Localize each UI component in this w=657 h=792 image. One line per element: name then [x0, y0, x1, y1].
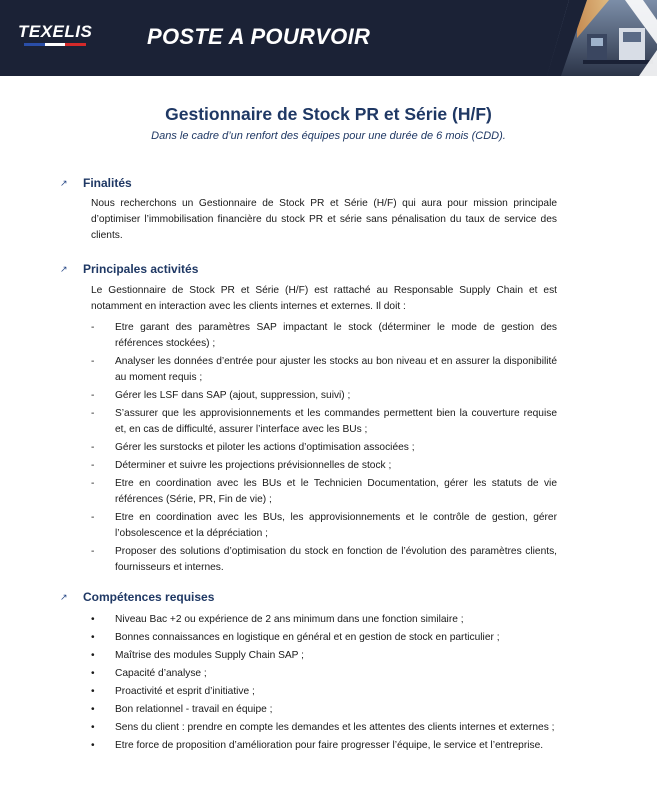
dash-marker: - [91, 408, 95, 419]
list-item: - Etre en coordination avec les BUs et le Technicien Documentation, gérer les statuts de vie références (Série, PR, Fin de vie) ; [91, 476, 557, 508]
bullet-marker: • [91, 614, 95, 625]
company-logo: TEXELIS [18, 22, 93, 41]
banner-title: POSTE A POURVOIR [147, 24, 371, 49]
logo-flag-stripe [24, 43, 86, 46]
section-arrow-icon: ↗ [60, 591, 68, 602]
list-item: • Proactivité et esprit d’initiative ; [91, 684, 557, 700]
section-arrow-icon: ↗ [60, 263, 68, 274]
bullet-marker: • [91, 650, 95, 661]
section-competences-label: Compétences requises [83, 590, 215, 604]
dash-marker: - [91, 460, 95, 471]
list-item: • Maîtrise des modules Supply Chain SAP ; [91, 648, 557, 664]
flag-white-stripe [45, 43, 66, 46]
bullet-marker: • [91, 704, 95, 715]
bullet-marker: • [91, 686, 95, 697]
header-banner [0, 0, 657, 76]
list-item: • Bonnes connaissances en logistique en général et en gestion de stock en particulier ; [91, 630, 557, 646]
list-item: • Etre force de proposition d’amélioration pour faire progresser l’équipe, le service et l’entreprise. [91, 738, 557, 754]
section-finalites-heading [60, 176, 132, 190]
dash-marker: - [91, 478, 95, 489]
list-item: - Gérer les surstocks et piloter les actions d’optimisation associées ; [91, 440, 557, 456]
bullet-marker: • [91, 668, 95, 679]
section-finalites-label: Finalités [83, 176, 132, 190]
dash-marker: - [91, 546, 95, 557]
list-item: - S’assurer que les approvisionnements et les commandes permettent bien la couverture requise et, en cas de difficulté, assurer l’interface avec les BUs ; [91, 406, 557, 438]
list-item: - Etre garant des paramètres SAP impactant le stock (déterminer le mode de gestion des références stockées) ; [91, 320, 557, 352]
list-item: - Proposer des solutions d’optimisation du stock en fonction de l’évolution des paramètres clients, fournisseurs et internes. [91, 544, 557, 576]
job-title: Gestionnaire de Stock PR et Série (H/F) [165, 104, 492, 124]
bullet-marker: • [91, 632, 95, 643]
list-item: - Analyser les données d’entrée pour ajuster les stocks au bon niveau et en assurer la disponibilité au moment requis ; [91, 354, 557, 386]
dash-marker: - [91, 512, 95, 523]
flag-red-stripe [65, 43, 86, 46]
list-item: • Capacité d’analyse ; [91, 666, 557, 682]
list-item: • Niveau Bac +2 ou expérience de 2 ans minimum dans une fonction similaire ; [91, 612, 557, 628]
section-activites-heading [60, 262, 198, 276]
list-item: • Sens du client : prendre en compte les demandes et les attentes des clients internes et externes ; [91, 720, 557, 736]
job-subtitle: Dans le cadre d’un renfort des équipes pour une durée de 6 mois (CDD). [151, 130, 506, 142]
competences-list [91, 612, 557, 756]
dash-marker: - [91, 442, 95, 453]
finalites-text: Nous recherchons un Gestionnaire de Stock PR et Série (H/F) qui aura pour mission principale d’optimiser l’immobilisation financière du stock PR et série sans pénalisation du taux de service des clients. [91, 198, 557, 241]
dash-marker: - [91, 356, 95, 367]
list-item: • Bon relationnel - travail en équipe ; [91, 702, 557, 718]
dash-marker: - [91, 322, 95, 333]
vehicles-image [547, 0, 657, 76]
activites-list [91, 320, 557, 578]
list-item: - Gérer les LSF dans SAP (ajout, suppression, suivi) ; [91, 388, 557, 404]
section-competences-heading [60, 590, 214, 604]
bullet-marker: • [91, 722, 95, 733]
bullet-marker: • [91, 740, 95, 751]
dash-marker: - [91, 390, 95, 401]
section-activites-label: Principales activités [83, 262, 199, 276]
list-item: - Etre en coordination avec les BUs, les approvisionnements et le contrôle de gestion, gérer l’obsolescence et la dépréciation ; [91, 510, 557, 542]
section-arrow-icon: ↗ [60, 177, 68, 188]
flag-blue-stripe [24, 43, 45, 46]
activites-intro: Le Gestionnaire de Stock PR et Série (H/F) est rattaché au Responsable Supply Chain et est notamment en interaction avec les clients internes et externes. Il doit : [91, 285, 557, 312]
list-item: - Déterminer et suivre les projections prévisionnelles de stock ; [91, 458, 557, 474]
